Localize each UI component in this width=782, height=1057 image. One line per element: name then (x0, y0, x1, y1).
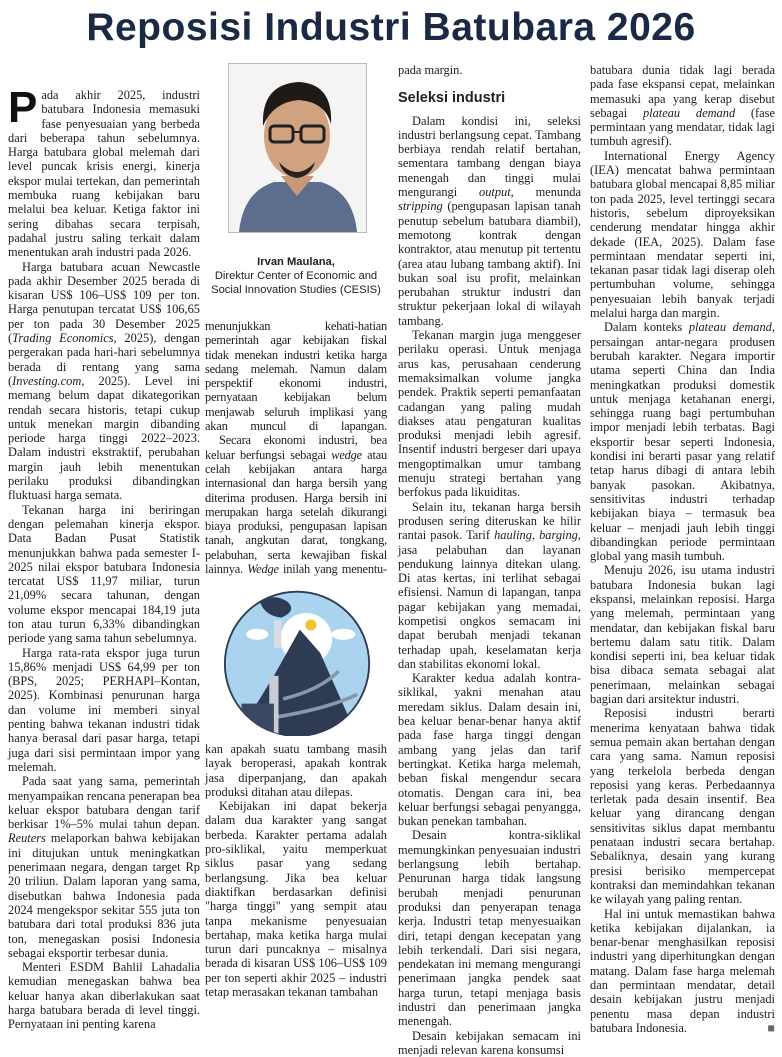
text-segment: Menteri ESDM Bahlil Lahadalia kemudian menegaskan bahwa bea keluar hanya akan diberlakukan saat harga batubara berada di level tinggi. Pernyataan ini penting karena (8, 960, 200, 1032)
text-segment: Reposisi industri berarti menerima kenyataan bahwa tidak semua pemain akan bertahan dengan cara yang sama. Namun reposisi yang terkelola berbeda dengan reposisi yang keras. Perbedaannya terletak pada desain insentif. Bea keluar yang dirancang dengan sensitivitas siklus dapat membantu penataan industri secara bertahap. Sebaliknya, desain yang kurang presisi berisiko mempercepat kontraksi dan memindahkan tekanan ke wilayah yang paling rentan. (590, 706, 775, 907)
drop-cap: P (8, 83, 38, 132)
text-segment: menunjukkan kehati-hatian pemerintah agar kebijakan fiskal tidak menekan industri ketika harga sedang melemah. Namun dalam perspektif ekonomi industri, pernyataan kebijakan belum menjawab seluruh implikasi yang akan muncul di lapangan. (205, 319, 387, 434)
text-segment: Dalam konteks (604, 320, 689, 335)
paragraph (590, 63, 775, 149)
paragraph (205, 433, 387, 576)
paragraph (398, 328, 581, 500)
article-title: Reposisi Industri Batubara 2026 (86, 6, 696, 49)
text-segment: kan apakah suatu tambang masih layak beroperasi, apakah kontrak jasa diperpanjang, dan apakah produksi ditahan atau dilepas. (205, 742, 387, 799)
paragraph (8, 83, 200, 260)
text-segment: Harga batubara acuan Newcastle pada akhir Desember 2025 berada di kisaran US$ 106–US$ 109 per ton. Harga penutupan tercatat US$ 106,65 per ton pada 30 Desember 2025 ( (8, 259, 200, 346)
text-segment: Kebijakan ini dapat bekerja dalam dua karakter yang sangat berbeda. Karakter pertama adalah pro-siklikal, yaitu memperkuat siklus pasar yang sedang berlangsung. Jika bea keluar diaktifkan berdasarkan definisi "harga tinggi" yang sempit atau tanpa mekanisme penyesuaian bertahap, maka ketika harga mulai turun dari puncaknya – misalnya berada di kisaran US$ 106–US$ 109 per ton seperti akhir 2025 – industri tetap merasakan tekanan tambahan (205, 799, 387, 1000)
column-3 (398, 63, 581, 1057)
end-mark-icon: ■ (767, 1020, 775, 1035)
text-segment: melaporkan bahwa kebijakan ini ditujukan untuk meningkatkan penerimaan negara, dengan target Rp 20 triliun. Dalam laporan yang sama, disebutkan bahwa Indonesia pada 2024 mengekspor sekitar 555 juta ton batubara dari total produksi 836 juta ton, menegaskan posisi Indonesia sebagai eksportir terbesar dunia. (8, 831, 200, 960)
text-segment: Hal ini untuk memastikan bahwa ketika kebijakan dijalankan, ia benar-benar menghasilkan reposisi industri yang diperhitungkan dengan matang. Dalam fase harga melemah dan permintaan mendatar, detail desain kebijakan justru menjadi penentu masa depan industri batubara Indonesia. (590, 906, 775, 1035)
text-segment: Menuju 2026, isu utama industri batubara Indonesia bukan lagi ekspansi, melainkan reposisi. Harga yang melemah, permintaan yang mendatar, dan kebijakan fiskal baru bertemu dalam satu titik. Dalam kondisi seperti ini, bea keluar tidak bisa dibaca semata sebagai alat penerimaan, melainkan sebagai bagian dari arsitektur industri. (590, 563, 775, 707)
text-segment: inilah yang menentu- (278, 562, 387, 577)
author-name: Irvan Maulana, (257, 256, 335, 268)
text-segment: batubara dunia tidak lagi berada pada fase ekspansi cepat, melainkan memasuki apa yang kerap disebut sebagai (590, 63, 775, 120)
column-2-top (205, 319, 387, 576)
italic-term: Reuters (8, 831, 46, 846)
italic-term: plateau demand (688, 320, 772, 335)
italic-term: hauling (494, 528, 532, 543)
text-segment: , 2025), dengan pergerakan pada hari-hari sebelumnya berada di rentang yang sama ( (8, 331, 200, 388)
text-segment: , jasa pelabuhan dan layanan pendukung lainnya ditekan ulang. Di atas kertas, ini terlihat sebagai efisiensi. Namun di lapangan, tanpa pagar kebijakan yang memadai, kompetisi ongkos semacam ini dapat berubah menjadi tekanan terhadap upah, keselamatan kerja dan stabilitas ekonomi lokal. (398, 528, 581, 671)
italic-term: wedge (331, 447, 362, 462)
italic-term: Investing.com (12, 373, 82, 388)
text-segment: , (531, 528, 540, 543)
paragraph-continuation (398, 63, 581, 77)
paragraph (590, 320, 775, 563)
column-2-bottom (205, 742, 387, 999)
text-segment: ada akhir 2025, industri batubara Indonesia memasuki fase penyesuaian yang berbeda dari beberapa tahun sebelumnya. Harga batubara global melemah dari level puncak krisis energi, kinerja ekspor mulai tertekan, dan pemerintah membuka ruang kebijakan baru melalui bea keluar. Ketiga faktor ini sering dibahas secara terpisah, padahal justru saling terkait dalam menentukan arah industri pada 2026. (8, 88, 200, 260)
text-segment: Desain kebijakan semacam ini menjadi relevan karena konsumsi (398, 1028, 581, 1057)
text-segment: (pengupasan lapisan tanah penutup sebelum batubara diambil), memotong kontrak dengan kontraktor, atau menutup pit tertentu (area atau lubang tambang aktif). Ini bukan soal isu profit, melainkan perubahan struktur industri dan struktur pekerjaan lokal di wilayah tambang. (398, 199, 581, 328)
text-segment: , menunda (510, 185, 581, 200)
column-4 (590, 63, 775, 1035)
paragraph (205, 799, 387, 999)
text-segment: Pada saat yang sama, pemerintah menyampaikan rencana penerapan bea keluar ekspor batubara dengan tarif berkisar 1%–5% mulai tahun depan. (8, 774, 200, 832)
text-segment: atau celah kebijakan antara harga internasional dan harga bersih yang diterima produsen. Harga bersih ini merupakan harga setelah dikurangi biaya produksi, pengupasan lapisan tanah, angkutan darat, tongkang, pelabuhan, serta kewajiban fiskal lainnya. (205, 447, 387, 577)
paragraph (398, 828, 581, 1028)
italic-term: stripping (398, 199, 443, 214)
paragraph (398, 500, 581, 672)
paragraph (590, 907, 775, 1036)
paragraph (590, 149, 775, 321)
paragraph (590, 706, 775, 906)
text-segment: Dalam kondisi ini, seleksi industri berlangsung cepat. Tambang berbiaya rendah relatif bertahan, sementara tambang dengan biaya menengah dan tinggi mulai mengurangi (398, 113, 581, 200)
paragraph (8, 503, 200, 646)
text-segment: Tekanan harga ini beriringan dengan pelemahan kinerja ekspor. Data Badan Pusat Statistik menunjukkan bahwa pada semester I-2025 nilai ekspor batubara Indonesia tercatat US$ 11,97 miliar, turun 21,09% secara tahunan, dengan volume ekspor mencapai 184,19 juta ton atau turun 6,33% dibandingkan periode yang sama tahun sebelumnya. (8, 502, 200, 646)
text-segment: Desain kontra-siklikal memungkinkan penyesuaian industri berlangsung lebih bertahap. Penurunan harga tidak langsung berubah menjadi penurunan produksi dan penyerapan tenaga kerja. Industri tetap menyesuaikan diri, tetapi dengan kecepatan yang lebih terkendali. Dari sisi negara, pendekatan ini memang mengurangi penerimaan jangka pendek saat harga turun, tetapi menjaga basis industri dan penerimaan jangka menengah. (398, 828, 581, 1029)
text-segment: (fase permintaan yang mendatar, tidak lagi tumbuh agresif). (590, 105, 775, 149)
italic-term: barging (539, 528, 578, 543)
paragraph (398, 671, 581, 828)
text-segment: Karakter kedua adalah kontra-siklikal, yakni menahan atau meredam siklus. Dalam desain ini, bea keluar benar-benar hanya aktif pada fase harga tinggi dengan ambang yang jelas dan tarif bertingkat. Ketika harga melemah, beban fiskal mengendur secara otomatis. Dengan cara ini, bea keluar berfungsi sebagai penyangga, bukan penekan tambahan. (398, 671, 581, 829)
text-segment: , persaingan antar-negara produsen berubah karakter. Negara importir utama seperti China dan India meningkatkan produksi domestik untuk menjaga ketahanan energi, sehingga ruang bagi pertumbuhan impor menjadi lebih terbatas. Bagi eksportir besar seperti Indonesia, kondisi ini berarti pasar yang relatif tetap harus dibagi di antara lebih banyak pasokan. Akibatnya, sensitivitas industri terhadap kebijakan biaya – termasuk bea keluar – menjadi jauh lebih tinggi dibandingkan periode permintaan global yang masih tumbuh. (590, 320, 775, 564)
coal-mine-illustration (218, 588, 376, 736)
paragraph (398, 1029, 581, 1057)
author-photo (228, 63, 367, 233)
italic-term: plateau demand (642, 105, 736, 120)
paragraph (8, 260, 200, 503)
paragraph (8, 960, 200, 1031)
text-segment: Secara ekonomi industri, bea keluar berfungsi sebagai (205, 433, 387, 462)
italic-term: Wedge (247, 562, 279, 577)
italic-term: output (479, 185, 511, 200)
text-segment: Selain itu, tekanan harga bersih produsen sering diteruskan ke hilir rantai pasok. Tarif (398, 499, 581, 543)
author-role: Direktur Center of Economic and Social Innovation Studies (CESIS) (211, 270, 381, 296)
paragraph (205, 319, 387, 433)
text-segment: International Energy Agency (IEA) mencatat bahwa permintaan batubara global mencapai 8,85 miliar ton pada 2025, level tertinggi secara historis, sebelum diproyeksikan cenderung mendatar hingga akhir dekade (IEA, 2025). Dalam fase permintaan mendatar seperti ini, tekanan pasar tidak lagi diserap oleh pertumbuhan volume, sehingga penyesuaian lebih banyak terjadi melalui harga dan margin. (590, 148, 775, 321)
paragraph (8, 774, 200, 960)
text-segment: pada margin. (398, 63, 463, 77)
text-segment: Harga rata-rata ekspor juga turun 15,86% menjadi US$ 64,99 per ton (BPS, 2025; PERHAPI–Kontan, 2025). Kombinasi penurunan harga dan volume ini memberi sinyal penting bahwa tekanan industri tidak hanya berasal dari pasar harga, tetapi juga dari sisi permintaan impor yang melemah. (8, 645, 200, 774)
paragraph (398, 114, 581, 328)
paragraph (205, 742, 387, 799)
section-heading: Seleksi industri (398, 90, 506, 107)
column-1 (8, 83, 200, 1032)
paragraph (590, 563, 775, 706)
italic-term: Trading Economics (12, 331, 114, 346)
text-segment: , 2025). Level ini memang belum dapat dikategorikan rendah secara historis, tetapi cukup untuk menekan margin dibanding periode harga tinggi 2022–2023. Dalam industri ekstraktif, perubahan margin jauh lebih menentukan perilaku produksi dibandingkan fluktuasi harga semata. (8, 373, 200, 503)
text-segment: Tekanan margin juga menggeser perilaku operasi. Untuk menjaga arus kas, perusahaan cenderung memaksimalkan volume jangka pendek. Praktik seperti pemanfaatan cadangan yang paling mudah diakses atau pengaturan kualitas produksi menjadi lebih agresif. Insentif industri bergeser dari upaya mengoptimalkan umur tambang menuju strategi bertahan yang berfokus pada likuiditas. (398, 328, 581, 500)
author-caption (205, 255, 387, 297)
paragraph (8, 646, 200, 775)
